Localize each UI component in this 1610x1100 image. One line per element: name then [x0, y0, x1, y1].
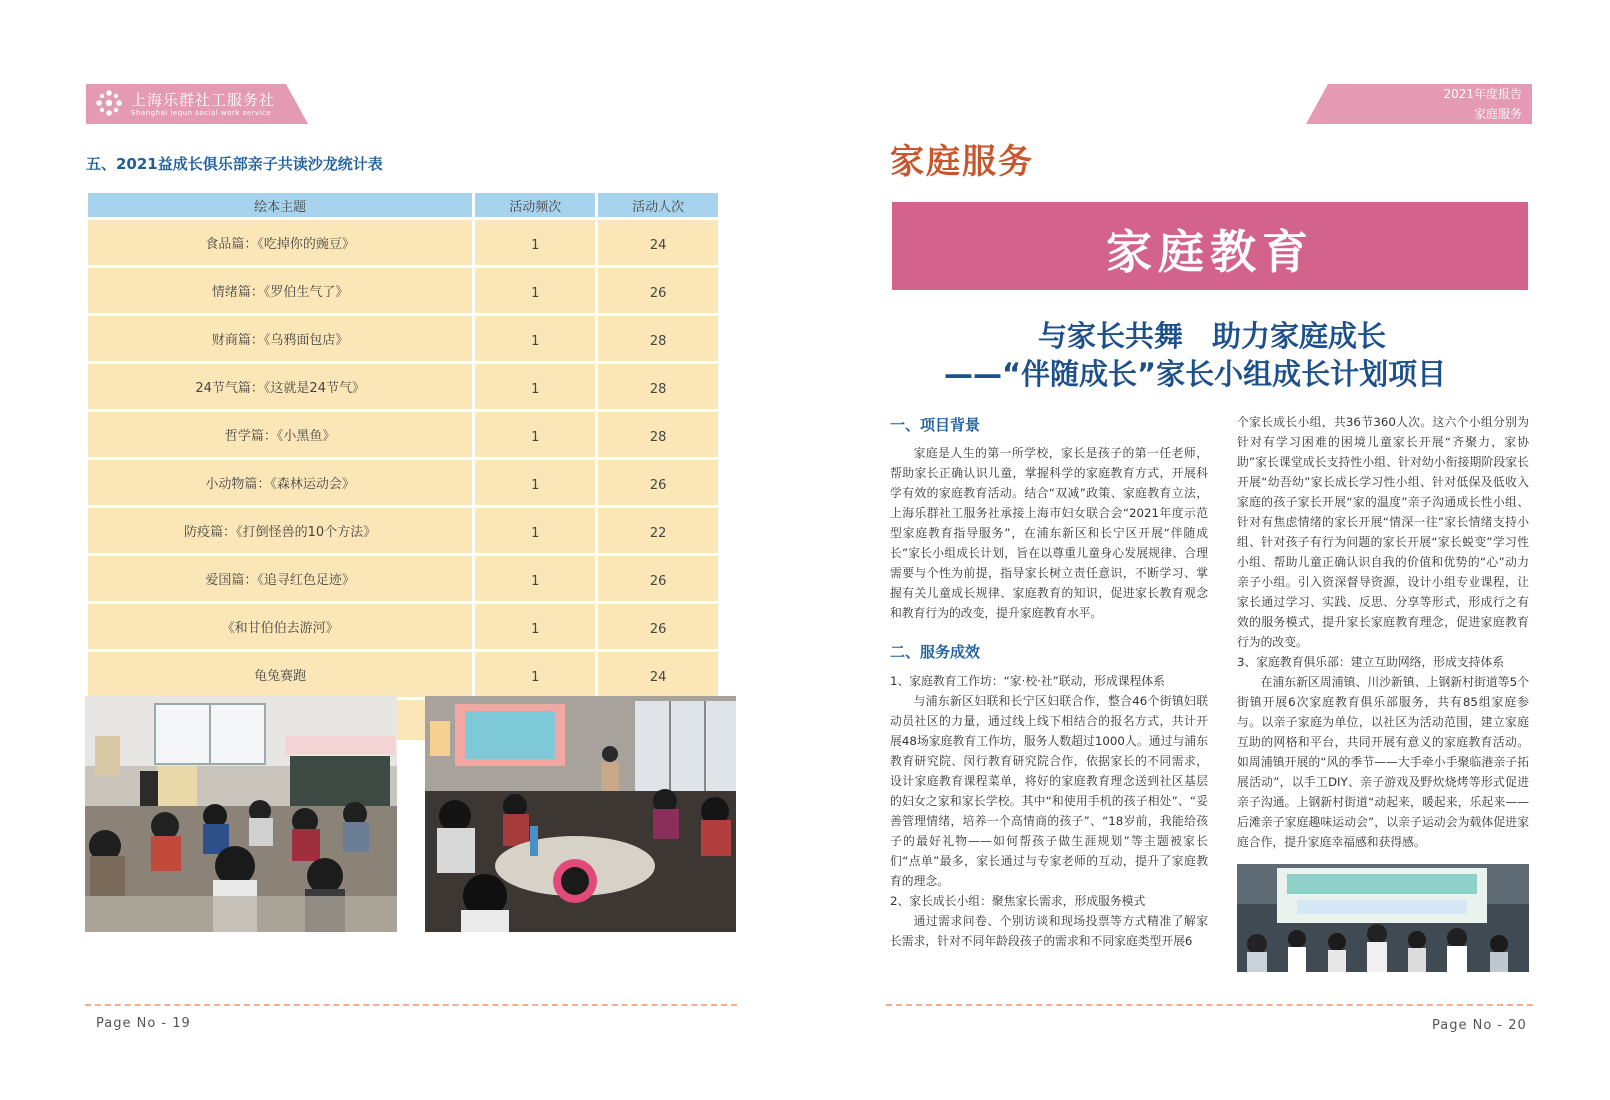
- frequency-cell: 1: [475, 556, 595, 601]
- footer-divider-left: [85, 1004, 737, 1006]
- frequency-cell: 1: [475, 268, 595, 313]
- attendance-cell: 26: [598, 268, 718, 313]
- table-row: [88, 268, 718, 313]
- report-header-banner: [1306, 84, 1532, 124]
- item-2-continued: 个家长成长小组，共36节360人次。这六个小组分别为针对有学习困难的困境儿童家长开展“齐聚力，家协助”家长课堂成长支持性小组、针对幼小衔接期阶段家长开展“幼吾幼”家长成长学习性小组、针对低保及低收入家庭的孩子家长开展“家的温度”亲子沟通成长性小组、针对有焦虑情绪的家长开展“情深一往”家长情绪支持小组、针对孩子有行为问题的家长开展“家长蜕变”学习性小组、帮助儿童正确认识自我的价值和优势的“心”动力亲子小组。引入资深督导资源，设计小组专业课程，让家长通过学习、实践、反思、分享等形式，形成行之有效的服务模式，提升家长家庭教育理念，促进家庭教育行为的改变。: [1237, 415, 1529, 649]
- attendance-cell: 24: [598, 652, 718, 697]
- item-3-text: 在浦东新区周浦镇、川沙新镇、上钢新村街道等5个街镇开展6次家庭教育俱乐部服务，共有85组家庭参与。以亲子家庭为单位，以社区为活动范围，建立家庭互助的网格和平台，共同开展有意义的家庭教育活动。如周浦镇开展的“风的季节——大手牵小手聚临港亲子拓展活动”，以手工DIY、亲子游戏及野炊烧烤等形式促进亲子沟通。上钢新村街道“动起来，暖起来，乐起来——后滩亲子家庭趣味运动会”，以亲子运动会为载体促进家庭合作，提升家庭幸福感和获得感。: [1237, 675, 1529, 849]
- item-2-title: 2、家长成长小组：聚焦家长需求，形成服务模式: [890, 894, 1146, 908]
- org-name-cn: 上海乐群社工服务社: [131, 91, 276, 109]
- item-3-title: 3、家庭教育俱乐部：建立互助网络，形成支持体系: [1237, 655, 1505, 669]
- theme-cell: 财商篇：《乌鸦面包店》: [88, 316, 472, 361]
- table-row: [88, 556, 718, 601]
- attendance-cell: 24: [598, 220, 718, 265]
- article-column-2: [1237, 412, 1529, 852]
- attendance-cell: 26: [598, 556, 718, 601]
- attendance-cell: 28: [598, 364, 718, 409]
- footer-divider-right: [886, 1004, 1533, 1006]
- theme-cell: 情绪篇：《罗伯生气了》: [88, 268, 472, 313]
- article-headline: 与家长共舞 助力家庭成长: [1038, 319, 1387, 353]
- table-row: [88, 316, 718, 361]
- table-row: [88, 604, 718, 649]
- item-1-title: 1、家庭教育工作坊：“家·校·社”联动，形成课程体系: [890, 674, 1165, 688]
- article-column-1-part-1: [890, 443, 1208, 623]
- frequency-cell: 1: [475, 220, 595, 265]
- attendance-cell: 22: [598, 508, 718, 553]
- banner-title: 家庭教育: [1106, 225, 1314, 279]
- table-row: [88, 508, 718, 553]
- classroom-photo-2: [425, 696, 736, 932]
- table-row: [88, 364, 718, 409]
- theme-cell: 24节气篇：《这就是24节气》: [88, 364, 472, 409]
- section-title: 家庭服务: [890, 142, 1034, 182]
- attendance-cell: 28: [598, 412, 718, 457]
- frequency-cell: 1: [475, 652, 595, 697]
- family-club-event-photo: [1237, 864, 1529, 972]
- column-header-theme: 绘本主题: [88, 193, 472, 217]
- table-row: [88, 460, 718, 505]
- org-header-banner: [86, 84, 308, 124]
- heading-project-background: 一、项目背景: [890, 416, 981, 434]
- column-header-frequency: 活动频次: [475, 193, 595, 217]
- topic-banner: [892, 202, 1528, 290]
- frequency-cell: 1: [475, 604, 595, 649]
- frequency-cell: 1: [475, 460, 595, 505]
- report-year-label: 2021年度报告: [1443, 87, 1522, 101]
- report-section-label: 家庭服务: [1473, 107, 1522, 121]
- frequency-cell: 1: [475, 508, 595, 553]
- page-number-right: Page No - 20: [1432, 1018, 1527, 1033]
- flower-logo-icon: [94, 88, 124, 118]
- heading-service-results: 二、服务成效: [890, 643, 981, 661]
- frequency-cell: 1: [475, 412, 595, 457]
- theme-cell: 防疫篇：《打倒怪兽的10个方法》: [88, 508, 472, 553]
- frequency-cell: 1: [475, 364, 595, 409]
- reading-salon-stats-table: [85, 190, 721, 743]
- article-subheadline: ——“伴随成长”家长小组成长计划项目: [944, 357, 1447, 391]
- column-header-attendance: 活动人次: [598, 193, 718, 217]
- article-column-1-part-2: [890, 671, 1208, 951]
- theme-cell: 爱国篇：《追寻红色足迹》: [88, 556, 472, 601]
- frequency-cell: 1: [475, 316, 595, 361]
- table-row: [88, 220, 718, 265]
- page-number-left: Page No - 19: [96, 1016, 191, 1031]
- item-1-text: 与浦东新区妇联和长宁区妇联合作，整合46个街镇妇联动员社区的力量，通过线上线下相结合的报名方式，共计开展48场家庭教育工作坊，服务人数超过1000人。通过与浦东教育研究院、闵行教育研究院合作，依据家长的不同需求，设计家庭教育课程菜单，将好的家庭教育理念送到社区基层的妇女之家和家长学校。其中“和使用手机的孩子相处”、“妥善管理情绪，培养一个高情商的孩子”、“18岁前，我能给孩子的最好礼物——如何帮孩子做生涯规划”等主题被家长们“点单”最多，家长通过与专家老师的互动，提升了家庭教育的理念。: [890, 694, 1208, 888]
- theme-cell: 龟兔赛跑: [88, 652, 472, 697]
- table-header-row: [88, 193, 718, 217]
- theme-cell: 小动物篇：《森林运动会》: [88, 460, 472, 505]
- theme-cell: 食品篇：《吃掉你的豌豆》: [88, 220, 472, 265]
- attendance-cell: 28: [598, 316, 718, 361]
- theme-cell: 哲学篇：《小黑鱼》: [88, 412, 472, 457]
- table-row: [88, 652, 718, 697]
- table-title: 五、2021益成长俱乐部亲子共读沙龙统计表: [86, 155, 383, 173]
- attendance-cell: 26: [598, 604, 718, 649]
- org-name-en: Shanghai lequn social work service: [131, 109, 272, 117]
- theme-cell: 《和甘伯伯去游河》: [88, 604, 472, 649]
- item-2-text: 通过需求问卷、个别访谈和现场投票等方式精准了解家长需求，针对不同年龄段孩子的需求和不同家庭类型开展6: [890, 914, 1208, 948]
- background-paragraph: 家庭是人生的第一所学校，家长是孩子的第一任老师，帮助家长正确认识儿童，掌握科学的家庭教育方式，开展科学有效的家庭教育活动。结合“双减”政策、家庭教育立法，上海乐群社工服务社承接上海市妇女联合会“2021年度示范型家庭教育指导服务”，在浦东新区和长宁区开展“伴随成长”家长小组成长计划，旨在以尊重儿童身心发展规律、合理需要与个性为前提，指导家长树立责任意识，不断学习、掌握有关儿童成长规律、家庭教育的知识，促进家长教育观念和教育行为的改变，提升家庭教育水平。: [890, 446, 1208, 620]
- attendance-cell: 26: [598, 460, 718, 505]
- classroom-photo-1: [85, 696, 397, 932]
- table-row: [88, 412, 718, 457]
